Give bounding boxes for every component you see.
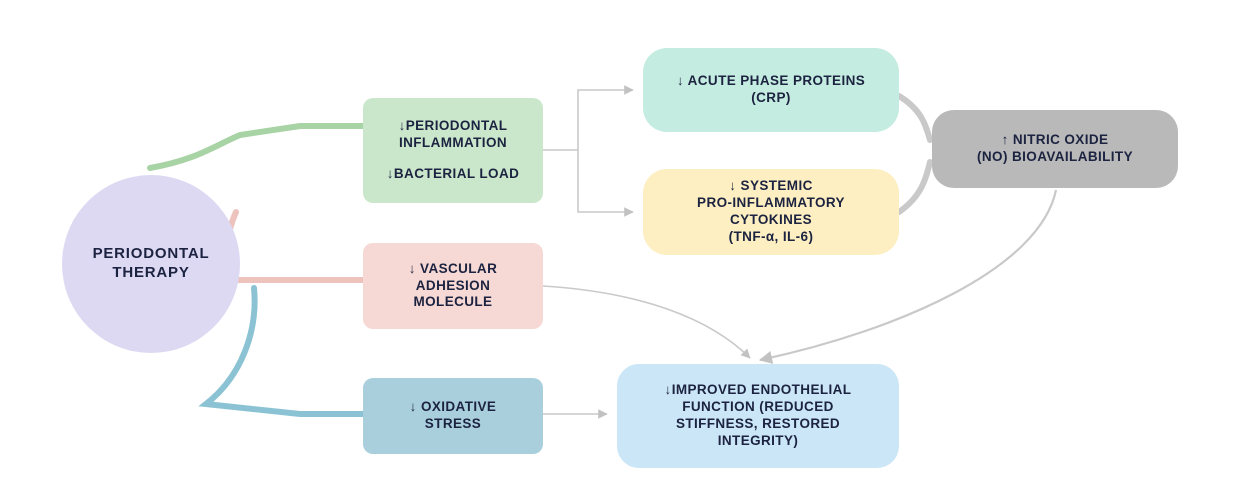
node-label-line: ↓PERIODONTAL (398, 118, 508, 134)
node-label-line: CYTOKINES (729, 212, 813, 227)
node-label-line: ↓BACTERIAL LOAD (386, 165, 520, 181)
edge-vascular-to-endothelial (543, 286, 750, 358)
node-acute-phase-proteins[interactable] (643, 48, 899, 132)
node-label-line: ↓ OXIDATIVE (409, 399, 497, 415)
node-label-line: ADHESION (415, 277, 491, 293)
node-label-line: INTEGRITY) (717, 432, 799, 448)
node-label-line: INFLAMMATION (398, 135, 508, 151)
node-systemic-pro-inflammatory-cytokines[interactable] (643, 169, 899, 255)
node-oxidative-stress[interactable] (363, 378, 543, 454)
node-periodontal-therapy[interactable] (62, 175, 240, 353)
node-label-line: STIFFNESS, RESTORED (675, 416, 841, 431)
node-label-line: FUNCTION (REDUCED (682, 399, 834, 415)
node-label-line: MOLECULE (413, 294, 493, 310)
edge-cytokines-to-no (899, 162, 930, 212)
edge-inflammation-split (543, 90, 633, 150)
node-periodontal-inflammation[interactable] (363, 98, 543, 203)
node-label-line: ↑ NITRIC OXIDE (1001, 132, 1109, 148)
node-label-line: (TNF-α, IL-6) (728, 228, 814, 244)
node-label-line: ↓IMPROVED ENDOTHELIAL (664, 382, 852, 398)
node-improved-endothelial-function[interactable] (617, 364, 899, 468)
node-label-line: (NO) BIOAVAILABILITY (977, 149, 1133, 164)
node-label-line: ↓ SYSTEMIC (729, 178, 813, 194)
edge-acute-to-no (899, 96, 930, 140)
node-label-line: THERAPY (112, 264, 190, 281)
node-label-line: STRESS (424, 416, 482, 431)
node-label-line: PERIODONTAL (92, 245, 210, 263)
node-label-line: ↓ VASCULAR (408, 260, 498, 276)
edge-inflammation-to-cytokines (578, 150, 633, 212)
edge-root-to-oxidative (206, 288, 363, 414)
node-label-line: PRO-INFLAMMATORY (697, 195, 845, 211)
node-label-line: (CRP) (751, 90, 791, 105)
edge-root-to-inflammation (150, 126, 363, 168)
node-vascular-adhesion-molecule[interactable] (363, 243, 543, 329)
node-label-line: ↓ ACUTE PHASE PROTEINS (676, 73, 866, 89)
node-nitric-oxide-bioavailability[interactable] (932, 110, 1178, 188)
edge-root-to-vascular (228, 212, 363, 280)
